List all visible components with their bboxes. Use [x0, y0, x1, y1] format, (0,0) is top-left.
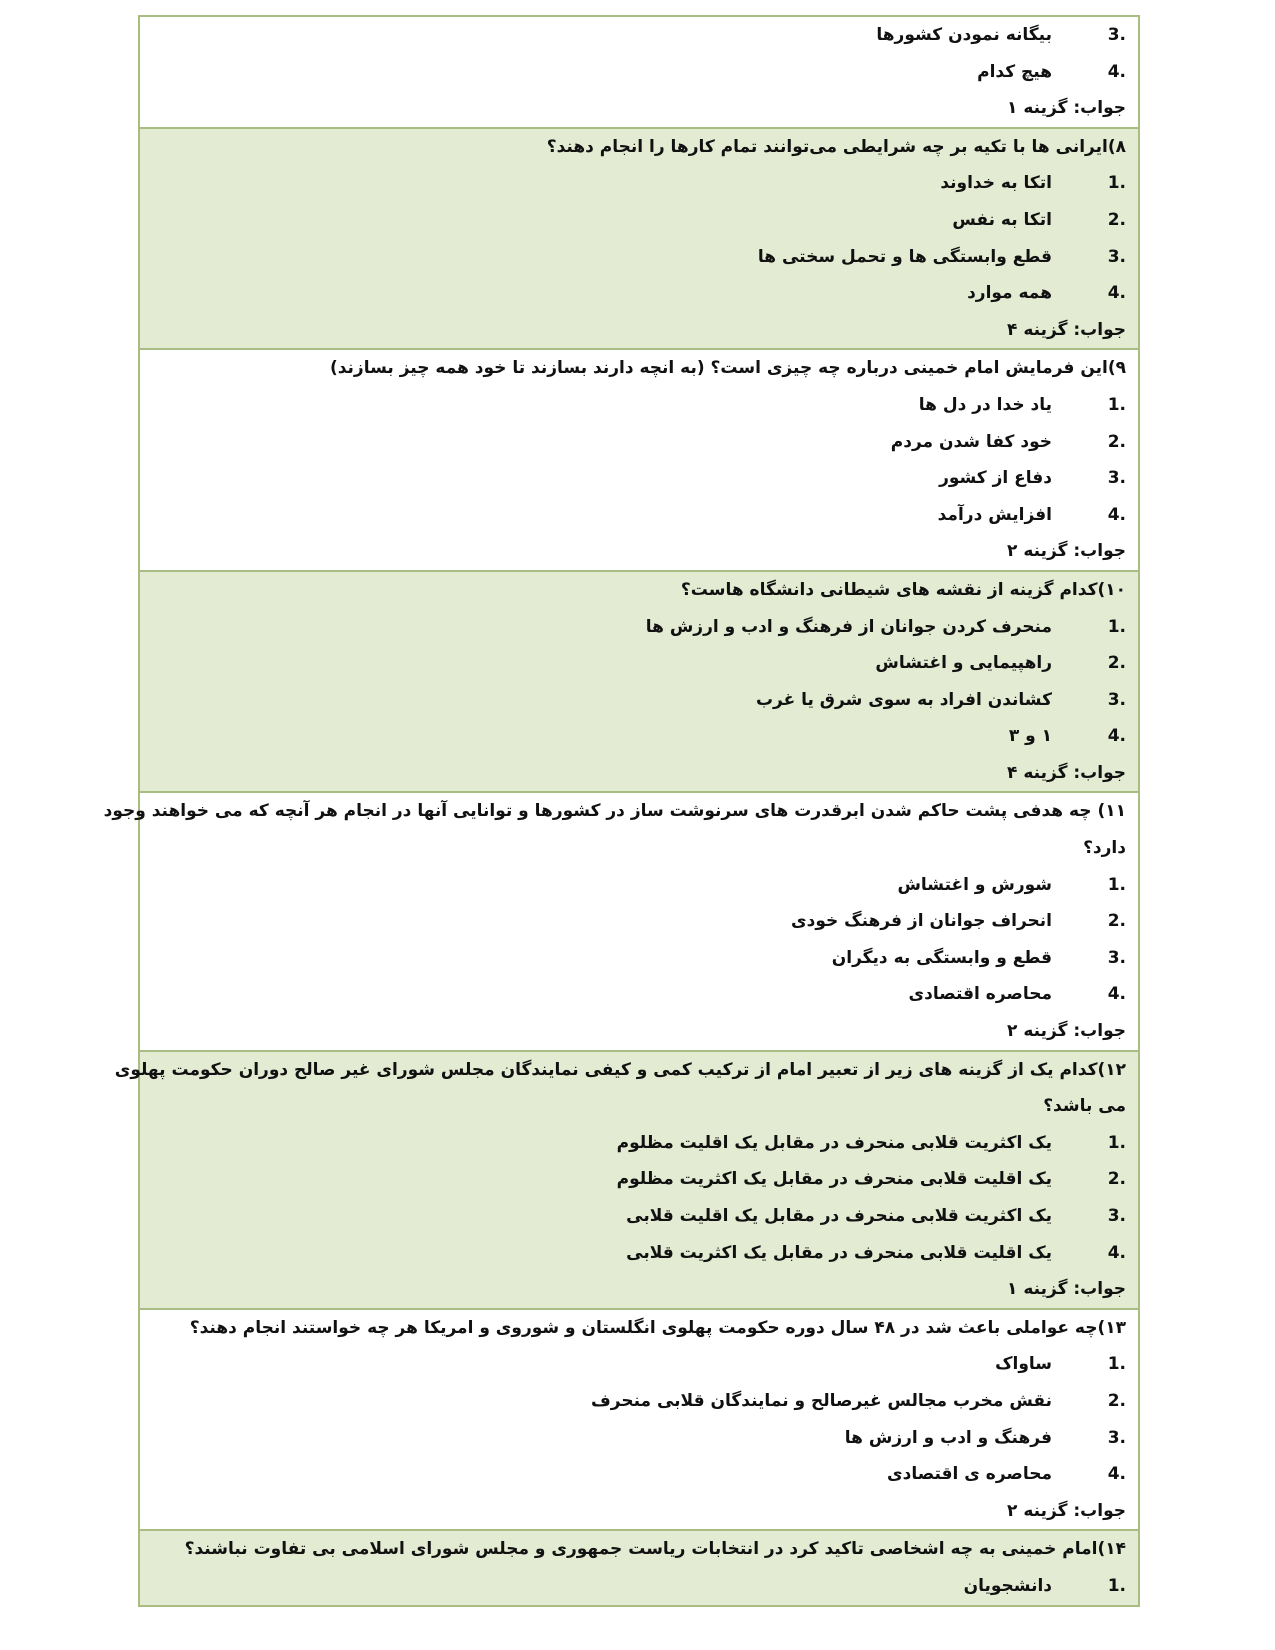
- option-number: 3.: [1107, 689, 1126, 710]
- option-row: [140, 1456, 1138, 1493]
- question-block: [103, 791, 1138, 1049]
- option-number: 3.: [1107, 246, 1126, 267]
- option-row: [140, 165, 1138, 202]
- option-row: [140, 940, 1138, 977]
- option-text: دانشجویان: [963, 1575, 1052, 1596]
- option-number: 4.: [1107, 61, 1126, 82]
- option-row: [140, 1383, 1138, 1420]
- option-row: [140, 497, 1138, 534]
- option-number: 4.: [1107, 726, 1126, 747]
- option-number: 1.: [1107, 616, 1126, 637]
- answer-text: جواب: گزینه ۴: [1007, 762, 1126, 783]
- option-number: 2.: [1107, 1169, 1126, 1190]
- option-text: قطع وابستگی ها و تحمل سختی ها: [757, 246, 1052, 267]
- option-row: [140, 645, 1138, 682]
- option-number: 4.: [1107, 1464, 1126, 1485]
- option-text: انحراف جوانان از فرهنگ خودی: [791, 911, 1052, 932]
- option-number: 4.: [1107, 504, 1126, 525]
- option-number: 2.: [1107, 431, 1126, 452]
- option-text: یک اقلیت قلابی منحرف در مقابل یک اکثریت مظلوم: [616, 1169, 1052, 1190]
- option-row: [140, 275, 1138, 312]
- option-number: 1.: [1107, 394, 1126, 415]
- option-row: [140, 903, 1138, 940]
- quiz-sheet: [103, 15, 1140, 1607]
- option-row: [140, 1198, 1138, 1235]
- option-number: 2.: [1107, 209, 1126, 230]
- question-text: ۱۱) چه هدفی پشت حاکم شدن ابرقدرت های سرنوشت ساز در کشورها و توانایی آنها در انجام هر آنچه که می خواهند وجود: [103, 801, 1126, 822]
- question-block: [140, 127, 1138, 349]
- option-row: [140, 1125, 1138, 1162]
- option-text: محاصره اقتصادی: [908, 984, 1052, 1005]
- option-text: یک اکثریت قلابی منحرف در مقابل یک اقلیت قلابی: [626, 1206, 1052, 1226]
- option-row: [140, 609, 1138, 646]
- option-row: [140, 682, 1138, 719]
- option-text: یک اقلیت قلابی منحرف در مقابل یک اکثریت قلابی: [626, 1242, 1052, 1263]
- question-block: [140, 17, 1138, 127]
- option-row: [140, 1235, 1138, 1272]
- option-number: 3.: [1107, 1427, 1126, 1448]
- answer-text: جواب: گزینه ۱: [1007, 98, 1126, 119]
- option-row: [140, 387, 1138, 424]
- option-text: اتکا به خداوند: [940, 173, 1052, 194]
- option-text: اتکا به نفس: [952, 209, 1052, 230]
- question-text: ۱۴)امام خمینی به چه اشخاصی تاکید کرد در انتخابات ریاست جمهوری و مجلس شورای اسلامی بی تفاوت نباشند؟: [184, 1539, 1126, 1560]
- question-block: [140, 1529, 1138, 1604]
- option-text: هیچ کدام: [977, 61, 1052, 82]
- option-number: 1.: [1107, 1575, 1126, 1596]
- answer-text: جواب: گزینه ۲: [1007, 1021, 1126, 1042]
- option-row: [140, 54, 1138, 91]
- answer-text: جواب: گزینه ۲: [1007, 1500, 1126, 1521]
- option-row: [140, 460, 1138, 497]
- option-text: افزایش درآمد: [937, 504, 1052, 525]
- option-number: 2.: [1107, 1390, 1126, 1411]
- question-block: [140, 1308, 1138, 1530]
- option-text: ساواک: [995, 1354, 1052, 1375]
- option-number: 3.: [1107, 468, 1126, 489]
- option-text: قطع و وابستگی به دیگران: [831, 947, 1052, 968]
- option-text: راهپیمایی و اغتشاش: [875, 653, 1052, 674]
- question-block: [114, 1050, 1138, 1308]
- question-block: [140, 348, 1138, 570]
- option-text: فرهنگ و ادب و ارزش ها: [844, 1427, 1052, 1448]
- option-number: 4.: [1107, 1242, 1126, 1263]
- option-text: ۱ و ۳: [1008, 726, 1052, 747]
- question-text: می باشد؟: [1043, 1096, 1126, 1117]
- option-number: 1.: [1107, 1132, 1126, 1153]
- option-row: [140, 424, 1138, 461]
- option-text: خود کفا شدن مردم: [890, 431, 1052, 452]
- option-number: 4.: [1107, 283, 1126, 304]
- option-number: 2.: [1107, 653, 1126, 674]
- option-text: بیگانه نمودن کشورها: [876, 25, 1052, 45]
- question-text: دارد؟: [1083, 838, 1126, 859]
- option-number: 2.: [1107, 911, 1126, 932]
- answer-text: جواب: گزینه ۲: [1007, 541, 1126, 562]
- question-text: ۹)این فرمایش امام خمینی درباره چه چیزی است؟ (به انچه دارند بسازند تا خود همه چیز بسازند): [329, 358, 1126, 379]
- option-row: [140, 239, 1138, 276]
- option-row: [140, 1568, 1138, 1605]
- option-text: کشاندن افراد به سوی شرق یا غرب: [755, 689, 1052, 710]
- option-text: یک اکثریت قلابی منحرف در مقابل یک اقلیت مظلوم: [616, 1132, 1052, 1153]
- option-text: یاد خدا در دل ها: [918, 394, 1052, 415]
- option-row: [140, 1420, 1138, 1457]
- option-text: محاصره ی اقتصادی: [887, 1464, 1052, 1485]
- option-row: [140, 718, 1138, 755]
- option-number: 4.: [1107, 984, 1126, 1005]
- option-number: 3.: [1107, 947, 1126, 968]
- question-text: ۱۰)کدام گزینه از نقشه های شیطانی دانشگاه هاست؟: [680, 579, 1126, 600]
- option-number: 3.: [1107, 25, 1126, 45]
- option-number: 1.: [1107, 173, 1126, 194]
- option-row: [140, 867, 1138, 904]
- question-text: ۱۳)چه عواملی باعث شد در ۴۸ سال دوره حکومت پهلوی انگلستان و شوروی و امریکا هر چه خواستند انجام دهند؟: [189, 1317, 1126, 1338]
- option-number: 3.: [1107, 1206, 1126, 1226]
- question-text: ۸)ایرانی ها با تکیه بر چه شرایطی می‌توانند تمام کارها را انجام دهند؟: [546, 136, 1126, 157]
- option-row: [140, 976, 1138, 1013]
- option-number: 1.: [1107, 1354, 1126, 1375]
- option-text: نقش مخرب مجالس غیرصالح و نمایندگان قلابی منحرف: [591, 1390, 1052, 1411]
- answer-text: جواب: گزینه ۴: [1007, 319, 1126, 340]
- option-row: [140, 1161, 1138, 1198]
- option-number: 1.: [1107, 874, 1126, 895]
- option-row: [140, 202, 1138, 239]
- option-text: دفاع از کشور: [939, 468, 1052, 489]
- question-text: ۱۲)کدام یک از گزینه های زیر از تعبیر امام از ترکیب کمی و کیفی نمایندگان مجلس شورای غیر صالح دوران حکومت پهلوی: [114, 1059, 1126, 1080]
- option-row: [140, 1346, 1138, 1383]
- option-text: همه موارد: [967, 283, 1052, 304]
- option-text: شورش و اغتشاش: [897, 874, 1052, 895]
- answer-text: جواب: گزینه ۱: [1007, 1279, 1126, 1300]
- option-text: منحرف کردن جوانان از فرهنگ و ادب و ارزش ها: [645, 616, 1052, 637]
- option-row: [140, 17, 1138, 54]
- question-block: [140, 570, 1138, 792]
